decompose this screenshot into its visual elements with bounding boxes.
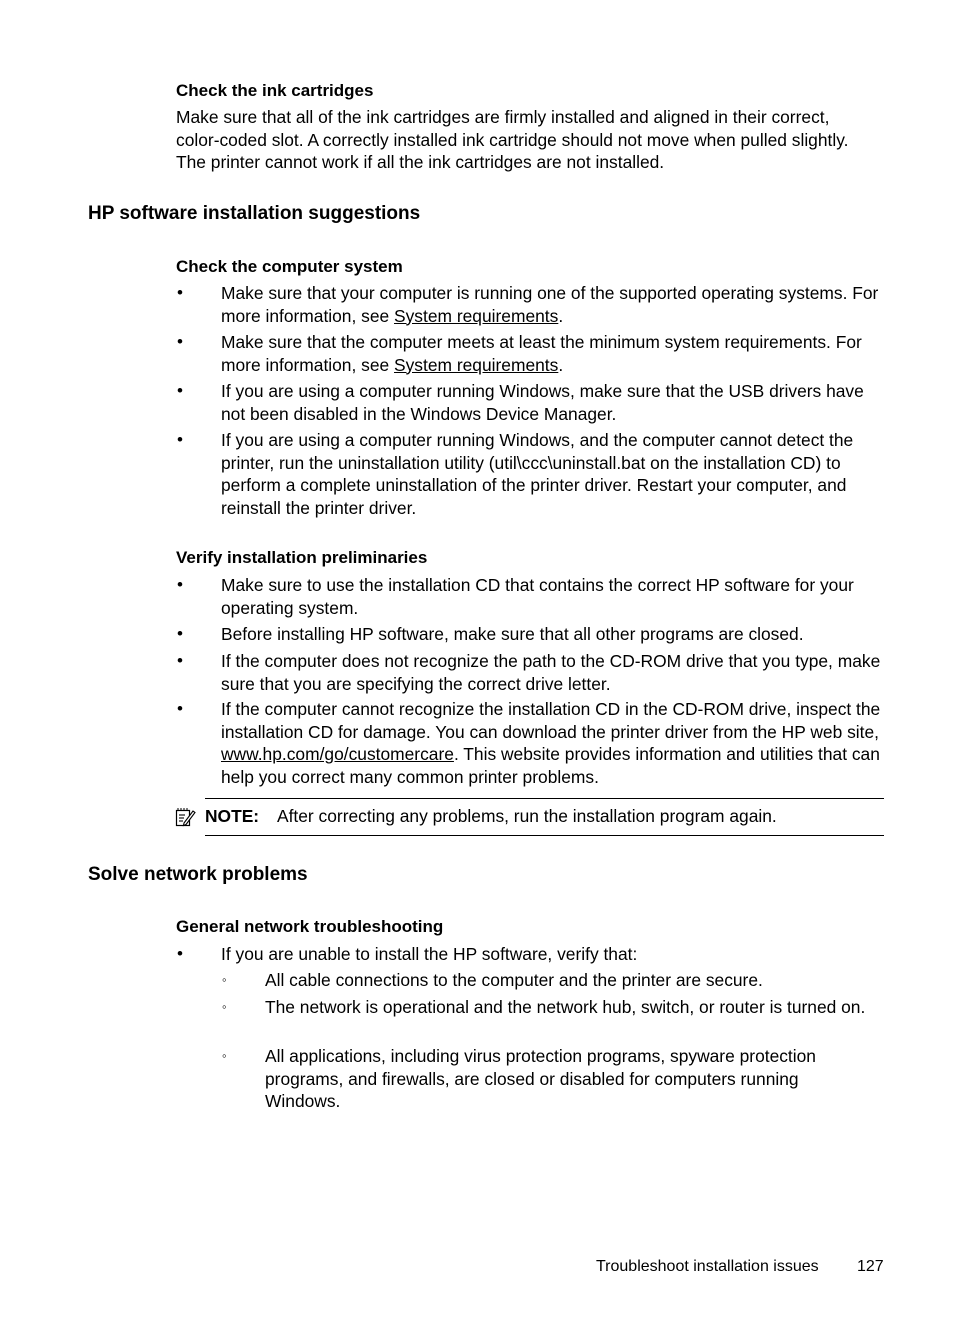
check-computer-heading: Check the computer system	[176, 257, 403, 276]
bullet: •	[177, 283, 183, 302]
bullet: •	[177, 430, 183, 449]
sub-bullet: ◦	[222, 1048, 227, 1063]
item-text: Make sure that the computer meets at least the minimum system requirements. For more information, see	[221, 332, 862, 375]
list-item	[221, 698, 893, 788]
note-text: After correcting any problems, run the installation program again.	[277, 806, 777, 826]
customercare-link[interactable]: www.hp.com/go/customercare	[221, 744, 454, 764]
list-item: If you are unable to install the HP software, verify that:	[221, 944, 638, 964]
page-number: 127	[857, 1258, 884, 1275]
bullet: •	[177, 332, 183, 351]
note-bottom-rule	[205, 835, 884, 836]
verify-heading: Verify installation preliminaries	[176, 548, 428, 567]
list-item: If you are using a computer running Windows, make sure that the USB drivers have not been disabled in the Windows Device Manager.	[221, 381, 864, 424]
bullet: •	[177, 699, 183, 718]
sub-bullet: ◦	[222, 972, 227, 987]
bullet: •	[177, 944, 183, 963]
note-icon	[174, 806, 196, 828]
network-heading: Solve network problems	[88, 864, 308, 885]
list-item: Make sure to use the installation CD that contains the correct HP software for your operating system.	[221, 575, 854, 618]
bullet: •	[177, 575, 183, 594]
list-item: Before installing HP software, make sure that all other programs are closed.	[221, 624, 804, 644]
list-item: If the computer does not recognize the path to the CD-ROM drive that you type, make sure that you are specifying the correct drive letter.	[221, 651, 881, 694]
sub-list-item: All applications, including virus protection programs, spyware protection programs, and firewalls, are closed or disabled for computers running Windows.	[265, 1046, 816, 1111]
sub-list-item: The network is operational and the network hub, switch, or router is turned on.	[265, 997, 866, 1017]
ink-paragraph: Make sure that all of the ink cartridges are firmly installed and aligned in their correct, color-coded slot. A correctly installed ink cartridge should not move when pulled slightly. The printer cannot work if all the ink cartridges are not installed.	[176, 107, 849, 172]
sub-list-item: All cable connections to the computer and the printer are secure.	[265, 970, 763, 990]
list-item	[221, 331, 891, 376]
system-requirements-link[interactable]: System requirements	[394, 305, 559, 326]
ink-heading: Check the ink cartridges	[176, 81, 374, 100]
bullet: •	[177, 651, 183, 670]
item-text-end: . This website provides information and utilities that can help you correct many common printer problems.	[221, 744, 880, 787]
sub-bullet: ◦	[222, 999, 227, 1014]
item-text-end: .	[558, 305, 564, 326]
bullet: •	[177, 381, 183, 400]
hp-software-heading: HP software installation suggestions	[88, 203, 421, 224]
list-item: If you are using a computer running Windows, and the computer cannot detect the printer, run the uninstallation utility (util\ccc\uninstall.bat on the installation CD) to perform a complete uninstallation of the printer driver. Restart your computer, and reinstall the printer driver.	[221, 430, 854, 518]
note-top-rule	[205, 798, 884, 799]
list-item	[221, 282, 891, 327]
bullet: •	[177, 624, 183, 643]
system-requirements-link[interactable]: System requirements	[394, 354, 559, 375]
footer-section-title: Troubleshoot installation issues	[596, 1258, 819, 1275]
item-text-end: .	[558, 354, 564, 375]
item-text: If the computer cannot recognize the installation CD in the CD-ROM drive, inspect the installation CD for damage. You can download the printer driver from the HP web site,	[221, 699, 881, 742]
item-text: Make sure that your computer is running one of the supported operating systems. For more information, see	[221, 283, 879, 326]
general-network-heading: General network troubleshooting	[176, 917, 444, 936]
note-label: NOTE:	[205, 806, 260, 826]
